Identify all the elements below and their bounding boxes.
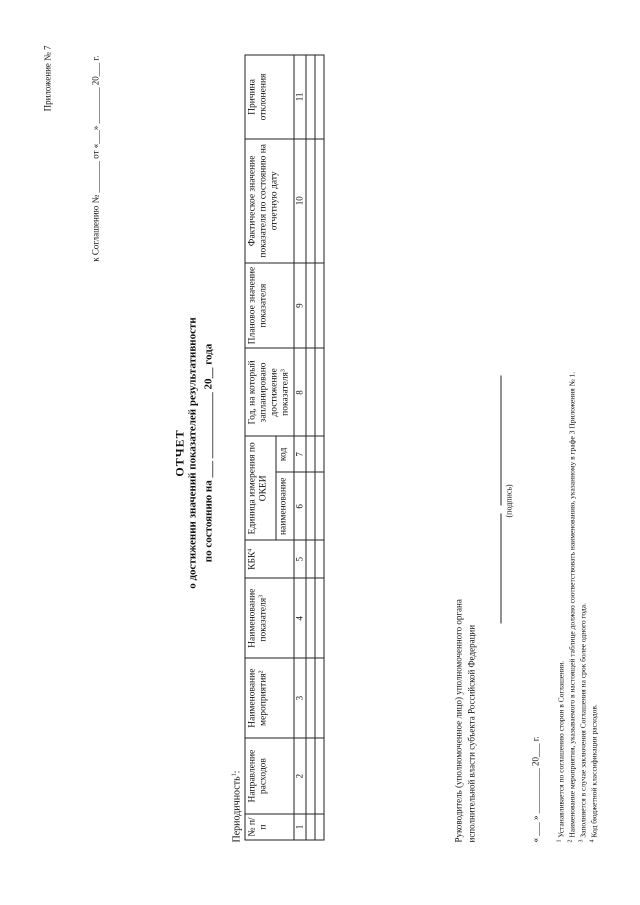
indicator-footnote-ref: 3 [258, 594, 264, 598]
footnote-2 [567, 371, 576, 842]
table-cell [315, 658, 324, 738]
footnote-4 [589, 704, 598, 842]
signature-line [500, 513, 501, 623]
indicator-header-text: Наименование показателя [247, 588, 268, 648]
table-header-row [245, 55, 276, 840]
table-cell [315, 55, 324, 139]
footnote-text: Наименование мероприятия, указываемого в настоящей таблице должно соответствовать наименованию, указанному в графе 3 Приложения № 1. [567, 371, 576, 838]
column-number: 1 [294, 814, 306, 840]
footnote-1 [556, 660, 565, 842]
table-cell [315, 814, 324, 840]
report-title: ОТЧЕТ [172, 428, 186, 477]
table-cell [315, 262, 324, 348]
table-cell [306, 348, 315, 436]
year-footnote-ref: 3 [280, 368, 286, 372]
column-number-row [294, 55, 306, 840]
periodicity-label: Периодичность$^1$: [231, 770, 242, 842]
signatory-label: Руководитель (уполномоченное лицо) уполномоченного органа исполнительной власти субъекта Российской Федерации [453, 598, 476, 842]
event-footnote-ref: 2 [258, 669, 264, 673]
table-cell [306, 55, 315, 139]
col-header-planned: Плановое значение показателя [245, 262, 294, 348]
periodicity-footnote-ref: 1 [231, 772, 237, 776]
footnote-marker: 2 [567, 839, 573, 842]
footnote-text: Заполняется в случае заключения Соглашения на срок более одного года. [578, 602, 587, 838]
col-header-year [245, 348, 294, 436]
kbk-footnote-ref: 4 [247, 548, 253, 552]
appendix-number: Приложение № 7 [42, 45, 52, 111]
footnote-3 [578, 603, 587, 842]
table-cell [315, 738, 324, 814]
year-header-text: Год, на который запланировано достижение показателя [247, 359, 290, 425]
table-cell [306, 540, 315, 578]
table-row-empty [315, 55, 324, 840]
footnote-marker: 1 [556, 839, 562, 842]
indicators-table [244, 54, 324, 840]
table-cell [306, 262, 315, 348]
column-number: 8 [294, 348, 306, 436]
signature-caption: (подпись) [504, 483, 513, 517]
col-header-kbk [245, 540, 294, 578]
table-cell [306, 658, 315, 738]
footnote-marker: 4 [589, 839, 595, 842]
event-header-text: Наименование мероприятия [247, 668, 268, 728]
table-cell [306, 436, 315, 472]
name-line [500, 375, 501, 505]
column-number: 3 [294, 658, 306, 738]
col-header-number: № п/п [245, 814, 294, 840]
table-cell [306, 578, 315, 658]
col-header-reason: Причина отклонения [245, 55, 294, 139]
report-date-line: по состоянию на ___ ____________ 20__ года [202, 343, 214, 562]
column-number: 9 [294, 262, 306, 348]
table-cell [315, 436, 324, 472]
column-number: 5 [294, 540, 306, 578]
table-row-empty [306, 55, 315, 840]
signature-date: « ___ » __________ 20___ г. [530, 735, 540, 842]
table-cell [315, 348, 324, 436]
table-cell [315, 540, 324, 578]
col-header-unit-name: наименование [275, 472, 293, 540]
table-cell [306, 138, 315, 262]
column-number: 4 [294, 578, 306, 658]
footnote-marker: 3 [578, 839, 584, 842]
column-number: 6 [294, 472, 306, 540]
table-cell [315, 578, 324, 658]
col-header-unit: Единица измерения по ОКЕИ [245, 436, 276, 540]
table-cell [306, 738, 315, 814]
column-number: 10 [294, 138, 306, 262]
kbk-header-text: КБК [247, 551, 257, 570]
table-cell [306, 472, 315, 540]
report-subtitle: о достижении значений показателей результативности [186, 316, 198, 589]
col-header-indicator [245, 578, 294, 658]
col-header-direction: Направление расходов [245, 738, 294, 814]
col-header-actual: Фактическое значение показателя по состоянию на отчетную дату [245, 138, 294, 262]
periodicity-text: Периодичность [231, 775, 242, 842]
column-number: 7 [294, 436, 306, 472]
table-cell [315, 138, 324, 262]
table-cell [306, 814, 315, 840]
column-number: 2 [294, 738, 306, 814]
table-cell [315, 472, 324, 540]
col-header-unit-code: код [275, 436, 293, 472]
footnote-text: Устанавливается по соглашению сторон в Соглашении. [556, 660, 565, 838]
col-header-event [245, 658, 294, 738]
column-number: 11 [294, 55, 306, 139]
footnote-text: Код бюджетной классификации расходов. [589, 703, 598, 838]
agreement-reference: к Соглашению № _______ от «___» ________ 20___ г. [90, 55, 100, 262]
